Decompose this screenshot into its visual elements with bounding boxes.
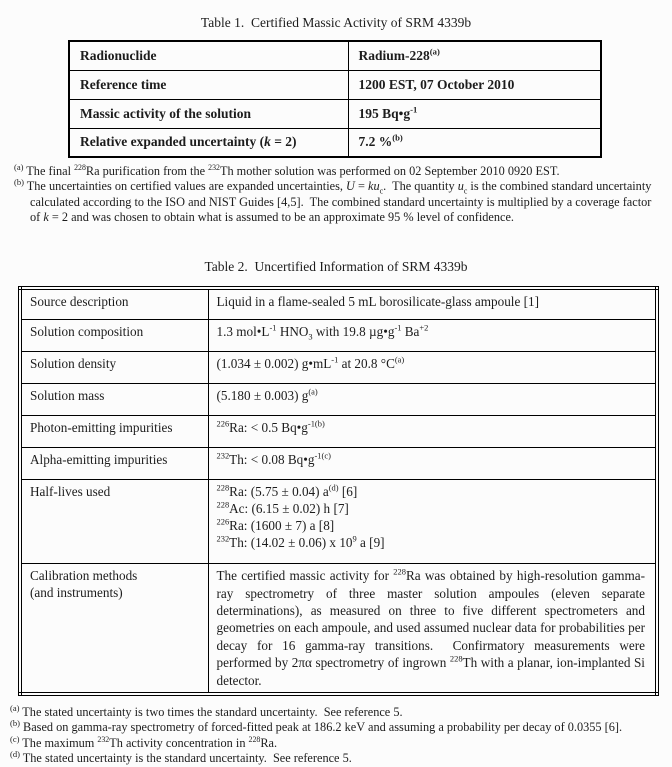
table-row [20, 288, 657, 320]
row-value: 7.2 %$^{(b)}$ [348, 128, 601, 157]
row-label: Alpha-emitting impurities [20, 448, 208, 480]
table-row [20, 564, 657, 694]
row-label: Massic activity of the solution [69, 99, 348, 128]
table2 [18, 286, 659, 696]
row-value: 1.3 $mol•L^{-1}$ $HNO_3$ with 19.8 $\mu g•g^{-1}$ $Ba^{+2}$ [208, 320, 657, 352]
table1-title: Table 1. Certified Massic Activity of SRM 4339b [200, 15, 472, 30]
row-label: Calibration methods (and instruments) [20, 564, 208, 694]
table-row [20, 352, 657, 384]
row-value: Liquid in a flame-sealed 5 mL borosilicate-glass ampoule [1] [208, 288, 657, 320]
footnote-item [10, 733, 666, 751]
row-label: Relative expanded uncertainty (k = 2) [69, 128, 348, 157]
row-label: Solution mass [20, 384, 208, 416]
footnote-text: The final $^{228}$Ra purification from the $^{232}$Th mother solution was performed on 02 September 2010 0920 EST. [23, 162, 560, 178]
table2-footnotes [10, 702, 666, 767]
row-value: (1.034 ± 0.002) $g•mL^{-1}$ at 20.8 $^\circ C^{(a)}$ [208, 352, 657, 384]
footnote-marker: (a) [10, 702, 20, 713]
footnote-marker: (b) [14, 177, 24, 188]
footnote-marker: (c) [10, 733, 20, 744]
footnote-text: Based on gamma-ray spectrometry of forced-fitted peak at 186.2 keV and assuming a probability per decay of 0.0355 [6]. [19, 720, 623, 735]
row-label: Radionuclide [69, 41, 348, 70]
table1 [68, 40, 602, 158]
table-row [69, 41, 601, 70]
footnote-text: The stated uncertainty is two times the standard uncertainty. See reference 5. [19, 704, 403, 719]
footnote-text: The maximum $^{232}$Th activity concentration in $^{228}$Ra. [19, 734, 278, 750]
footnote-text: The uncertainties on certified values are expanded uncertainties, $U = ku_c$. The quantity $u_c$ is the combined standard uncertainty calculated according to the ISO and NIST Guides [4,5]. The combined standard uncertainty is multiplied by a coverage factor of k = 2 and was chosen to obtain what is assumed to be an approximate 95 % level of confidence. [23, 179, 652, 225]
table-row [20, 448, 657, 480]
row-value: (5.180 ± 0.003) $g^{(a)}$ [208, 384, 657, 416]
row-label: Solution composition [20, 320, 208, 352]
row-label: Reference time [69, 70, 348, 99]
footnote-marker: (b) [10, 718, 20, 729]
row-label: Photon-emitting impurities [20, 416, 208, 448]
row-value: The certified massic activity for $^{228}$Ra was obtained by high-resolution gamma-ray spectrometry of three master solution ampoules (eleven separate determinations), as measured on three to five different spectrometers and geometries on each ampoule, and used assumed nuclear data for probabilities per decay for 16 gamma-ray transitions. Confirmatory measurements were performed by 2πα spectrometry of ingrown $^{228}$Th with a planar, ion-implanted Si detector. [208, 564, 657, 694]
table2-body [20, 288, 657, 694]
row-value: $^{228}$Ra: (5.75 ± 0.04) $a^{(d)}$ [6] $^{228}$Ac: (6.15 ± 0.02) h [7] $^{226}$Ra: (1600 ± 7) a [8] $^{232}$Th: (14.02 ± 0.06) x $10^9$ a [9] [208, 480, 657, 564]
row-value: 1200 EST, 07 October 2010 [348, 70, 601, 99]
footnote-text: The stated uncertainty is the standard uncertainty. See reference 5. [19, 751, 352, 766]
row-value: $^{226}$Ra: < 0.5 $Bq•g^{-1(b)}$ [208, 416, 657, 448]
table-row [20, 320, 657, 352]
table2-title: Table 2. Uncertified Information of SRM 4339b [204, 258, 468, 274]
footnote-item [10, 751, 666, 766]
footnote-item [14, 161, 662, 179]
table1-body [69, 41, 601, 157]
row-label: Source description [20, 288, 208, 320]
table-row [69, 70, 601, 99]
table-row [20, 480, 657, 564]
row-value: Radium-228$^{(a)}$ [348, 41, 601, 70]
footnote-item [10, 720, 666, 735]
footnote-item [14, 179, 662, 225]
footnote-item [10, 702, 666, 720]
footnote-marker: (d) [10, 749, 20, 760]
table-row [20, 384, 657, 416]
row-value: $^{232}$Th: < 0.08 $Bq•g^{-1(c)}$ [208, 448, 657, 480]
table-row [20, 416, 657, 448]
footnote-marker: (a) [14, 161, 24, 172]
table-row [69, 99, 601, 128]
row-label: Solution density [20, 352, 208, 384]
row-label: Half-lives used [20, 480, 208, 564]
table-row [69, 128, 601, 157]
table1-footnotes [14, 161, 662, 226]
row-value: 195 $Bq•g^{-1}$ [348, 99, 601, 128]
